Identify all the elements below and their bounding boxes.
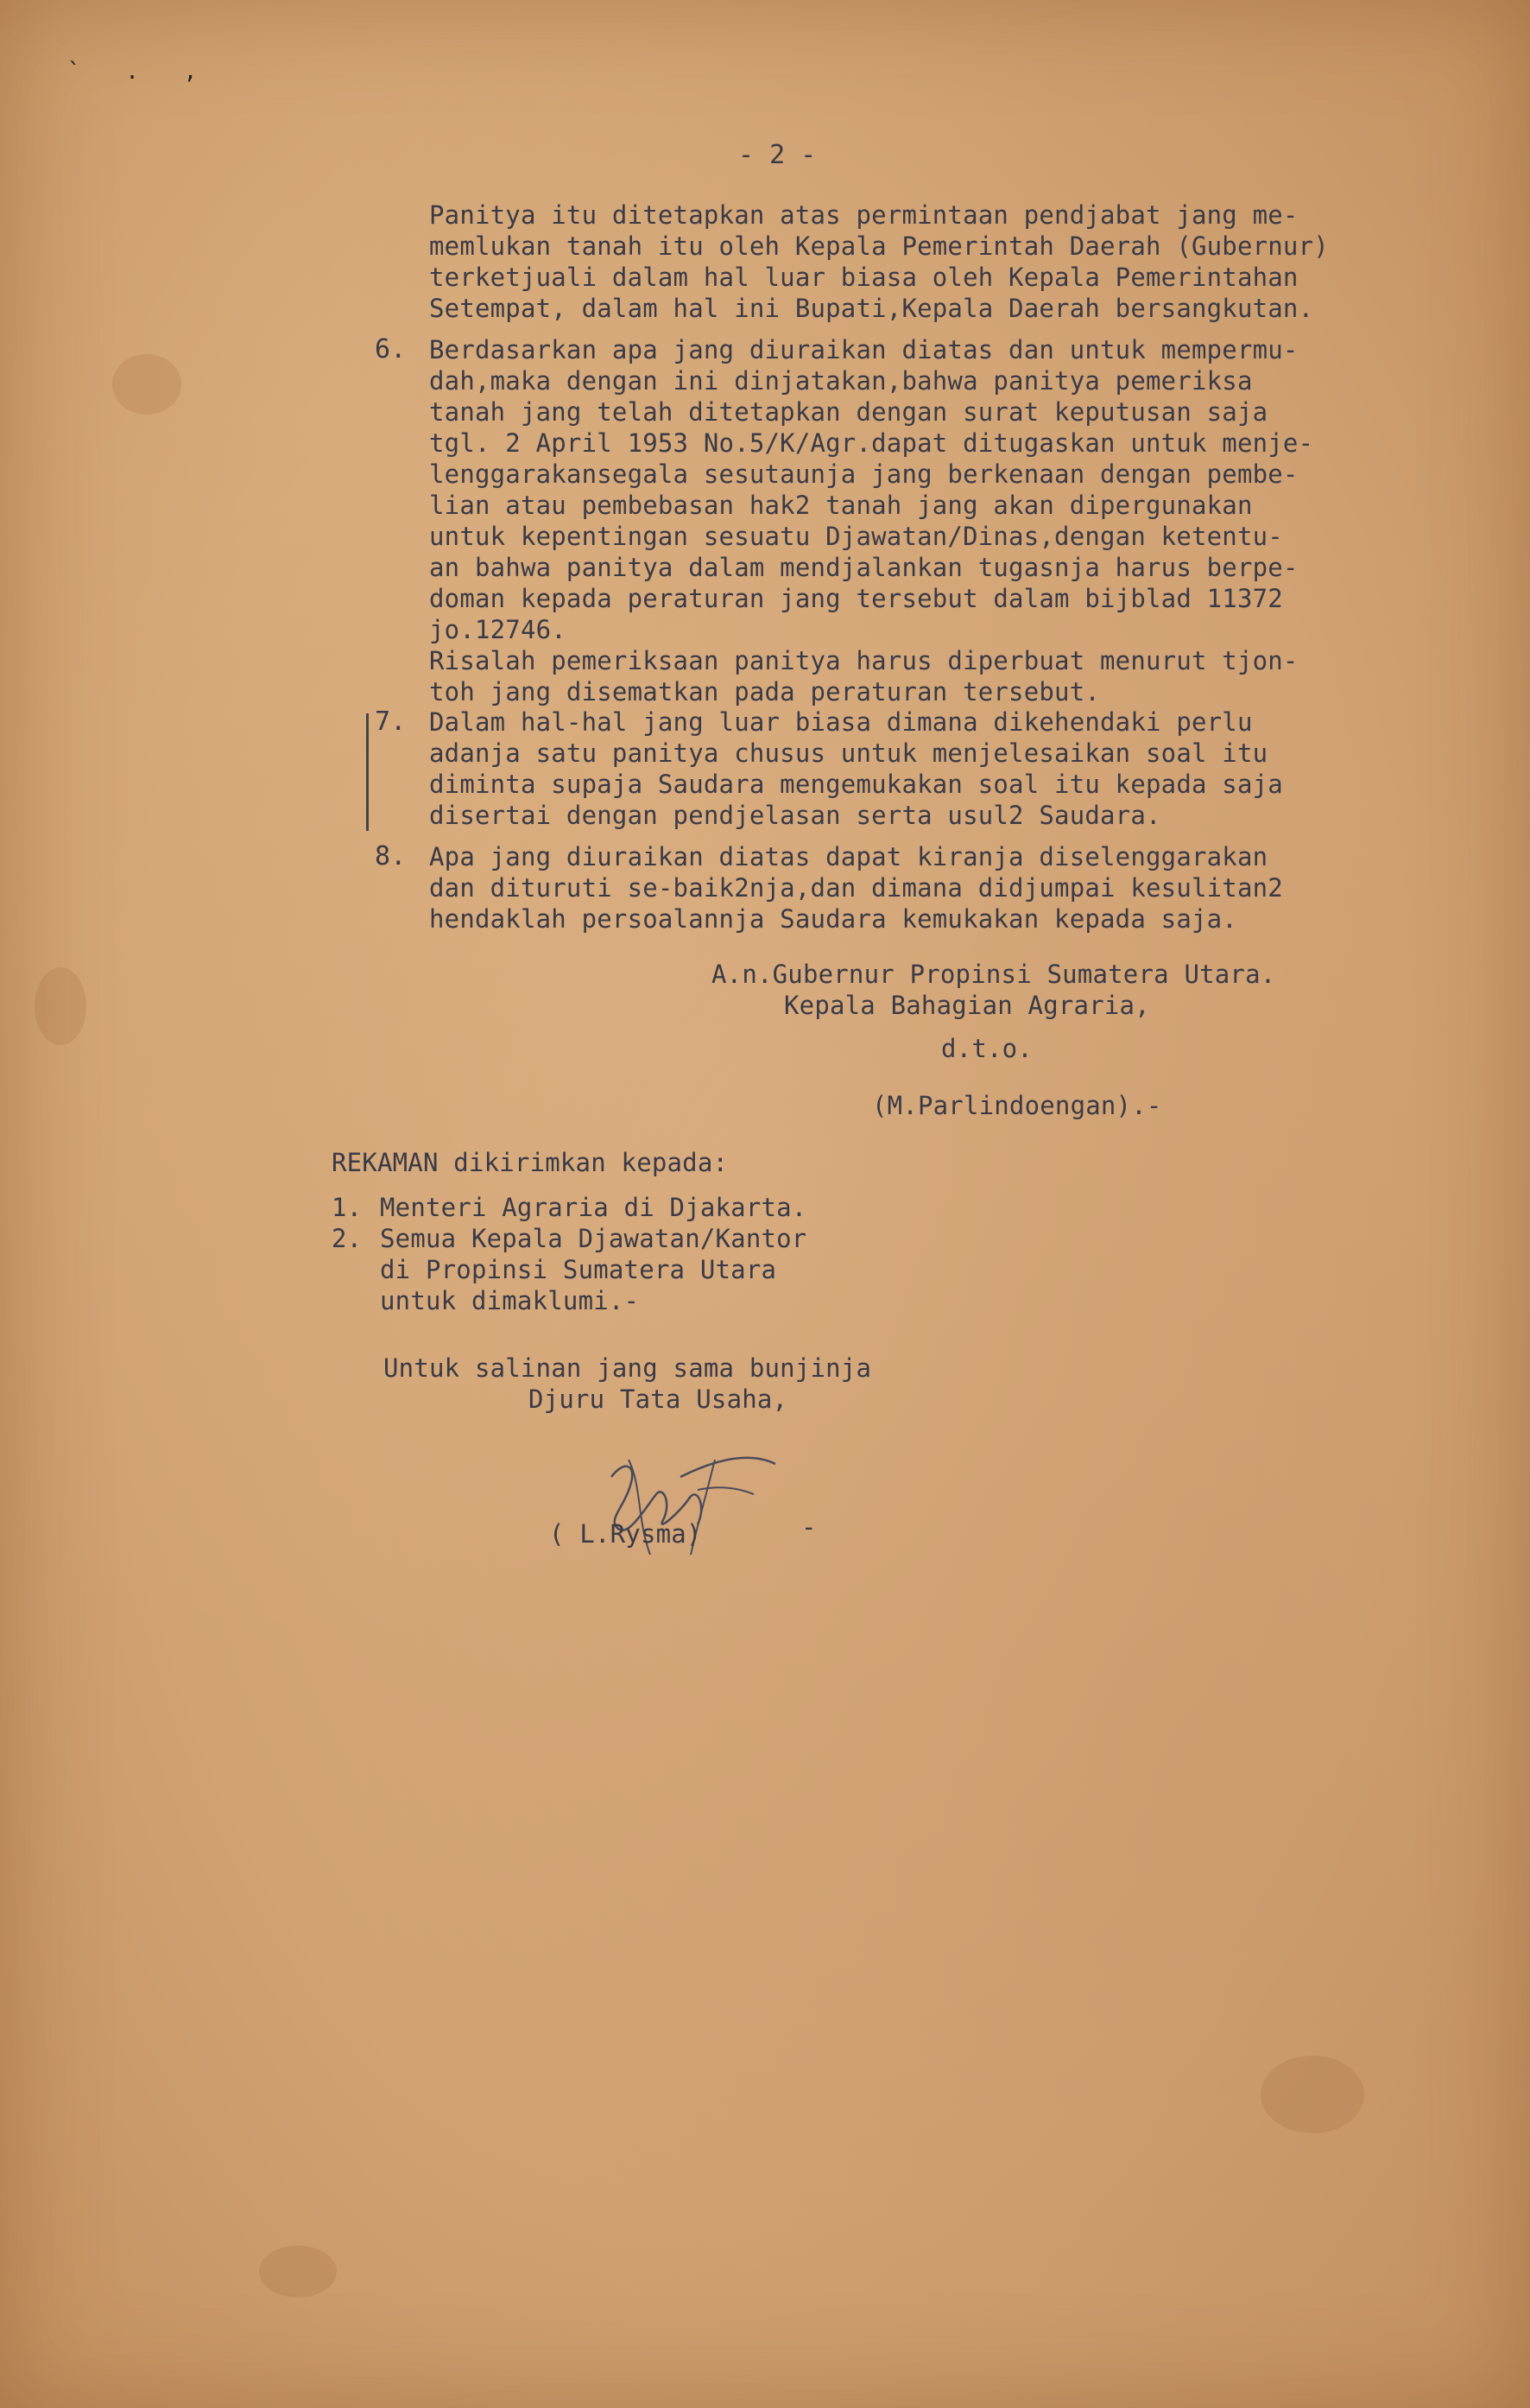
corner-marks: ` . , — [67, 59, 213, 85]
intro-line: Setempat, dalam hal ini Bupati,Kepala Daerah bersangkutan. — [429, 294, 1314, 323]
item-number: 6. — [375, 334, 407, 364]
signatory-name: (M.Parlindoengan).- — [872, 1091, 1162, 1120]
item-line: Apa jang diuraikan diatas dapat kiranja diselenggarakan — [429, 842, 1268, 871]
distribution-heading: REKAMAN dikirimkan kepada: — [332, 1148, 729, 1177]
paper-stain — [112, 354, 181, 415]
item-number: 7. — [375, 707, 407, 737]
copy-certification-title: Djuru Tata Usaha, — [528, 1385, 788, 1414]
item-line: diminta supaja Saudara mengemukakan soal itu kepada saja — [429, 770, 1283, 799]
item-line: Berdasarkan apa jang diuraikan diatas dan untuk mempermu- — [429, 335, 1299, 364]
signatory-title: A.n.Gubernur Propinsi Sumatera Utara. — [711, 960, 1276, 989]
item-line: disertai dengan pendjelasan serta usul2 Saudara. — [429, 801, 1161, 830]
item-line: tanah jang telah ditetapkan dengan surat keputusan saja — [429, 397, 1268, 427]
margin-bracket — [366, 713, 374, 831]
item-line: doman kepada peraturan jang tersebut dalam bijblad 11372 — [429, 584, 1283, 613]
paper-stain — [1261, 2056, 1364, 2133]
distribution-line: Menteri Agraria di Djakarta. — [380, 1193, 807, 1222]
item-line: jo.12746. — [429, 615, 566, 644]
intro-line: Panitya itu ditetapkan atas permintaan pendjabat jang me- — [429, 200, 1299, 230]
intro-line: memlukan tanah itu oleh Kepala Pemerintah Daerah (Gubernur) — [429, 231, 1329, 261]
paper-stain — [259, 2246, 337, 2297]
item-line: lian atau pembebasan hak2 tanah jang akan dipergunakan — [429, 491, 1253, 520]
item-line: untuk kepentingan sesuatu Djawatan/Dinas,dengan ketentu- — [429, 522, 1283, 551]
item-line: hendaklah persoalannja Saudara kemukakan kepada saja. — [429, 904, 1237, 934]
item-line: an bahwa panitya dalam mendjalankan tugasnja harus berpe- — [429, 553, 1299, 582]
item-number: 8. — [375, 841, 407, 871]
item-line: Risalah pemeriksaan panitya harus diperbuat menurut tjon- — [429, 646, 1299, 675]
item-line: dan dituruti se-baik2nja,dan dimana didjumpai kesulitan2 — [429, 873, 1283, 903]
handwritten-signature — [577, 1425, 784, 1572]
item-line: toh jang disematkan pada peraturan tersebut. — [429, 677, 1101, 707]
signatory-dto: d.t.o. — [941, 1034, 1033, 1063]
paper-stain — [35, 967, 86, 1045]
distribution-line: di Propinsi Sumatera Utara — [380, 1255, 777, 1284]
distribution-number: 2. — [332, 1224, 363, 1253]
copy-certification-line: Untuk salinan jang sama bunjinja — [383, 1353, 872, 1383]
copy-certification-name: ( L.Rysma) — [549, 1519, 702, 1549]
item-line: Dalam hal-hal jang luar biasa dimana dikehendaki perlu — [429, 707, 1253, 737]
copy-certification-dash: - — [801, 1512, 817, 1542]
item-line: tgl. 2 April 1953 No.5/K/Agr.dapat ditugaskan untuk menje- — [429, 428, 1314, 458]
distribution-line: untuk dimaklumi.- — [380, 1286, 640, 1315]
page-number: - 2 - — [738, 140, 817, 170]
intro-line: terketjuali dalam hal luar biasa oleh Kepala Pemerintahan — [429, 263, 1299, 292]
signatory-position: Kepala Bahagian Agraria, — [784, 991, 1150, 1020]
item-line: dah,maka dengan ini dinjatakan,bahwa panitya pemeriksa — [429, 366, 1253, 396]
item-line: lenggarakansegala sesutaunja jang berkenaan dengan pembe- — [429, 459, 1299, 489]
item-line: adanja satu panitya chusus untuk menjelesaikan soal itu — [429, 738, 1268, 768]
distribution-line: Semua Kepala Djawatan/Kantor — [380, 1224, 807, 1253]
distribution-number: 1. — [332, 1193, 363, 1222]
